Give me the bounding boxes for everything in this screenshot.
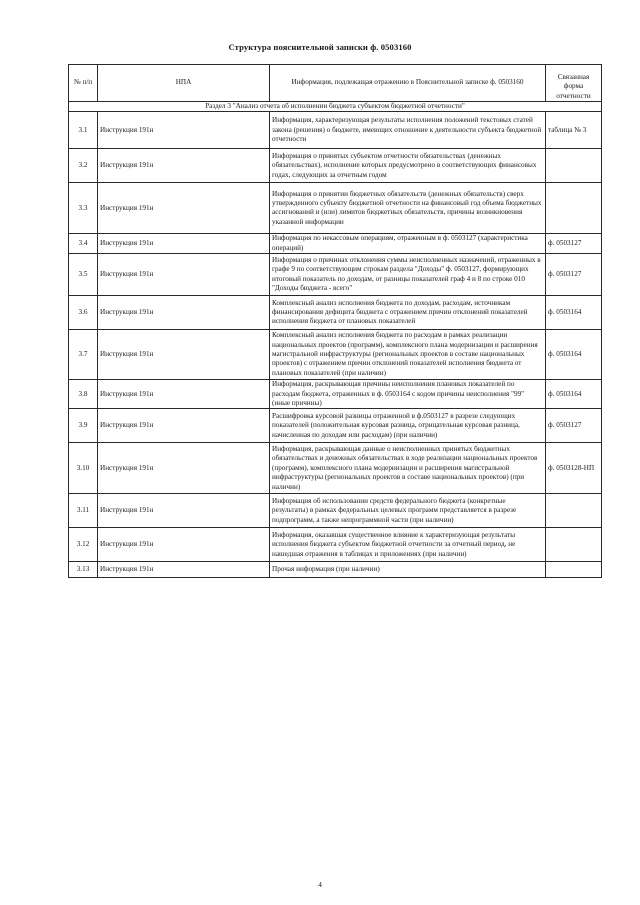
row-number: 3.9 — [69, 409, 98, 443]
row-info: Информация о причинах отклонения суммы неисполненных назначений, отраженных в графе 9 по соответствующим строкам раздела "Доходы" ф. 0503127, формирующих итоговый показатель по доходам, от разницы показателей граф 4 и 8 по строке 010 "Доходы бюджета - всего" — [270, 254, 546, 296]
row-npa: Инструкция 191н — [98, 149, 270, 183]
table-row — [69, 254, 602, 296]
row-number: 3.5 — [69, 254, 98, 296]
row-npa: Инструкция 191н — [98, 409, 270, 443]
row-npa: Инструкция 191н — [98, 296, 270, 330]
table-row — [69, 149, 602, 183]
row-number: 3.2 — [69, 149, 98, 183]
header-info: Информация, подлежащая отражению в Пояснительной записке ф. 0503160 — [270, 65, 546, 102]
row-npa: Инструкция 191н — [98, 254, 270, 296]
row-number: 3.3 — [69, 183, 98, 234]
table-row — [69, 409, 602, 443]
row-form: ф. 0503128-НП — [546, 443, 602, 494]
row-number: 3.13 — [69, 562, 98, 578]
row-info: Информация, раскрывающая данные о неисполненных принятых бюджетных обязательствах и денежных обязательствах в ходе реализации национальных проектов (программ), комплексного плана модернизации и расширения магистральной инфраструктуры (региональных проектов в составе национальных проектов) (при наличии) — [270, 443, 546, 494]
header-npa: НПА — [98, 65, 270, 102]
header-num: № п/п — [69, 65, 98, 102]
row-form: ф. 0503127 — [546, 254, 602, 296]
row-info: Информация, характеризующая результаты исполнения положений текстовых статей закона (решения) о бюджете, имеющих отношение к деятельности субъекта бюджетной отчетности — [270, 112, 546, 149]
row-number: 3.12 — [69, 528, 98, 562]
row-info: Расшифровка курсовой разницы отраженной в ф.0503127 в разрезе следующих показателей (положительная курсовая разница, отрицательная курсовая разница, начисленная по доходам или расходам) (при наличии) — [270, 409, 546, 443]
table-row — [69, 330, 602, 380]
row-form: ф. 0503164 — [546, 330, 602, 380]
header-form: Связанная форма отчетности — [546, 65, 602, 102]
row-npa: Инструкция 191н — [98, 443, 270, 494]
row-form — [546, 528, 602, 562]
row-number: 3.10 — [69, 443, 98, 494]
table-row — [69, 443, 602, 494]
row-form — [546, 149, 602, 183]
row-form: ф. 0503164 — [546, 380, 602, 409]
row-info: Информация об использовании средств федерального бюджета (конкретные результаты) в рамках федеральных целевых программ представляется в разрезе подпрограмм, а также непрограммной части (при наличии) — [270, 494, 546, 528]
row-npa: Инструкция 191н — [98, 528, 270, 562]
row-info: Комплексный анализ исполнения бюджета по доходам, расходам, источникам финансирования дефицита бюджета с отражением причин отклонений показателей исполнения бюджета от плановых показателей — [270, 296, 546, 330]
table-row — [69, 494, 602, 528]
table-row — [69, 562, 602, 578]
table-row — [69, 528, 602, 562]
section-title: Раздел 3 "Анализ отчета об исполнении бюджета субъектом бюджетной отчетности" — [69, 102, 602, 112]
row-number: 3.1 — [69, 112, 98, 149]
row-number: 3.6 — [69, 296, 98, 330]
section-row — [69, 102, 602, 112]
row-info: Информация, раскрывающая причины неисполнения плановых показателей по расходам бюджета, отраженных в ф. 0503164 с кодом причины неисполнения "99" (иные причины) — [270, 380, 546, 409]
row-info: Комплексный анализ исполнения бюджета по расходам в рамках реализации национальных проектов (программ), комплексного плана модернизации и расширения магистральной инфраструктуры (региональных проектов в составе национальных проектов) с отражением причин отклонений показателей исполнения бюджета от плановых показателей (при наличии) — [270, 330, 546, 380]
table-row — [69, 112, 602, 149]
document-title: Структура пояснительной записки ф. 0503160 — [228, 42, 412, 52]
table-row — [69, 234, 602, 254]
row-number: 3.11 — [69, 494, 98, 528]
table-row — [69, 296, 602, 330]
row-form: ф. 0503127 — [546, 234, 602, 254]
row-npa: Инструкция 191н — [98, 330, 270, 380]
row-form: ф. 0503164 — [546, 296, 602, 330]
table-row — [69, 380, 602, 409]
row-npa: Инструкция 191н — [98, 234, 270, 254]
row-form — [546, 183, 602, 234]
row-form — [546, 494, 602, 528]
row-info: Информация о принятых субъектом отчетности обязательствах (денежных обязательствах), исполнение которых предусмотрено в соответствующих финансовых годах, следующих за отчетным годом — [270, 149, 546, 183]
structure-table — [68, 64, 602, 578]
row-number: 3.4 — [69, 234, 98, 254]
row-info: Информация о принятии бюджетных обязательств (денежных обязательств) сверх утвержденного субъекту бюджетной отчетности на финансовый год объема бюджетных ассигнований и (или) лимитов бюджетных обязательств, причины возникновения указанной информации — [270, 183, 546, 234]
row-number: 3.8 — [69, 380, 98, 409]
row-form: ф. 0503127 — [546, 409, 602, 443]
row-npa: Инструкция 191н — [98, 380, 270, 409]
row-number: 3.7 — [69, 330, 98, 380]
row-npa: Инструкция 191н — [98, 112, 270, 149]
row-info: Информация, оказавшая существенное влияние к характеризующая результаты исполнения бюджета субъектом бюджетной отчетности за отчетный период, не нашедшая отражения в таблицах и приложениях (при наличии) — [270, 528, 546, 562]
row-info: Прочая информация (при наличии) — [270, 562, 546, 578]
row-form: таблица № 3 — [546, 112, 602, 149]
row-info: Информация по некассовым операциям, отраженным в ф. 0503127 (характеристика операций) — [270, 234, 546, 254]
page-number: 4 — [318, 880, 322, 889]
row-npa: Инструкция 191н — [98, 494, 270, 528]
row-npa: Инструкция 191н — [98, 562, 270, 578]
row-form — [546, 562, 602, 578]
header-row — [69, 65, 602, 102]
table-row — [69, 183, 602, 234]
row-npa: Инструкция 191н — [98, 183, 270, 234]
